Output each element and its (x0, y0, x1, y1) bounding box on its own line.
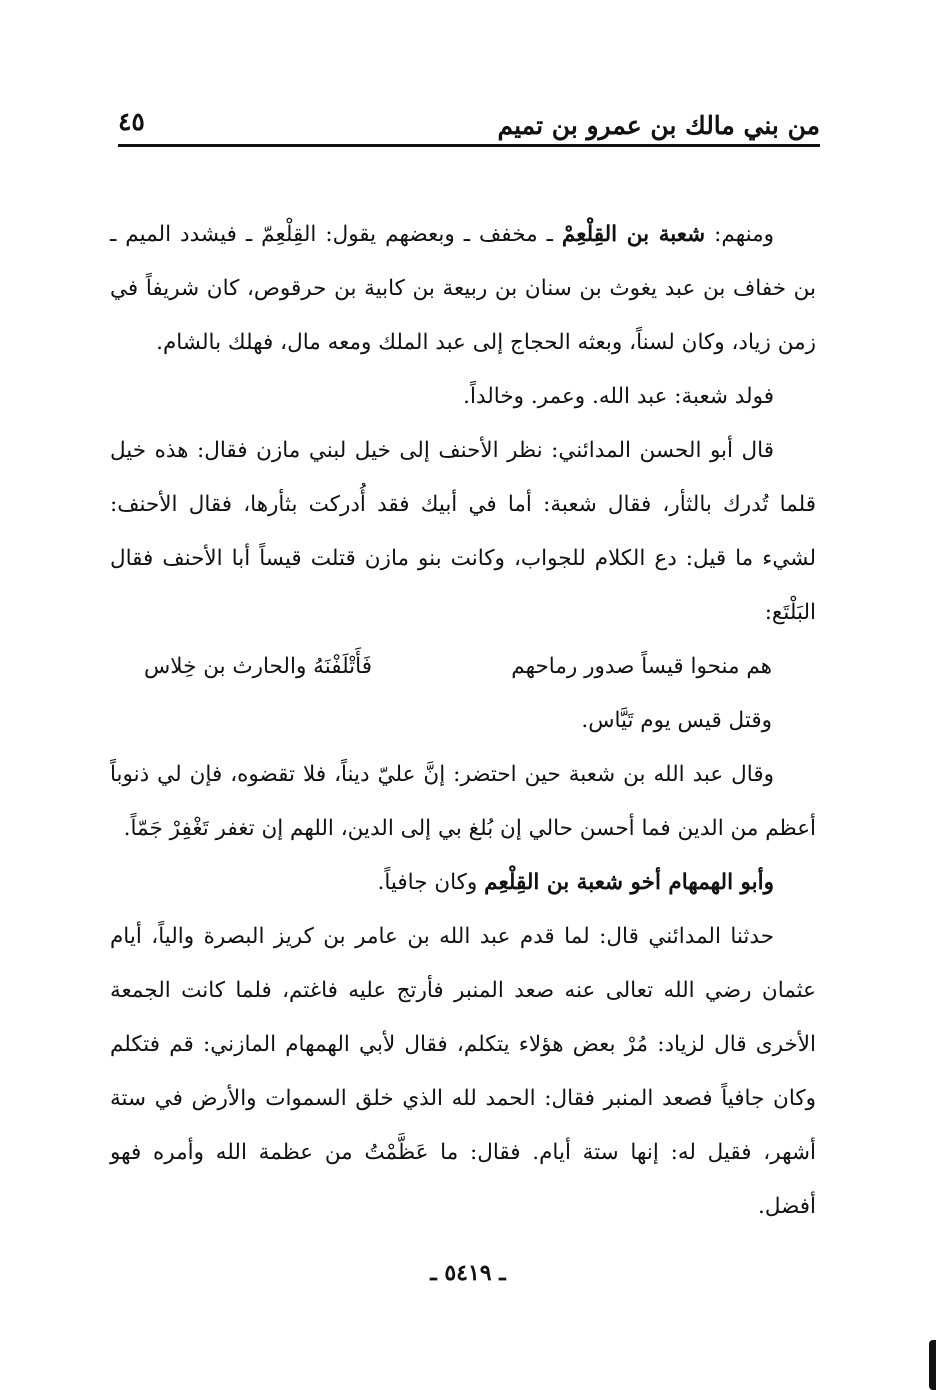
paragraph-4: وقال عبد الله بن شعبة حين احتضر: إنَّ عليّ ديناً، فلا تقضوه، فإن لي ذنوباً أعظم من الدين فما أحسن حالي إن بُلغ بي إلى الدين، اللهم إن تغفر تَغْفِرْ جَمّاً. (110, 762, 816, 841)
paragraph-2: فولد شعبة: عبد الله. وعمر. وخالداً. (463, 384, 774, 409)
paragraph-1-rest: ـ مخفف ـ وبعضهم يقول: القِلْعِمّ ـ فيشدد الميم ـ بن خفاف بن عبد يغوث بن سنان بن ربيعة بن كابية بن حرقوص، كان شريفاً في زمن زياد، وكان لسناً، وبعثه الحجاج إلى عبد الملك ومعه مال، فهلك بالشام. (110, 222, 816, 355)
verse-hemistich-1: هم منحوا قيساً صدور رماحهم (511, 654, 772, 679)
paragraph-1-lead: ومنهم: (714, 222, 774, 247)
paragraph-5 (110, 856, 816, 910)
paragraph-1-name: شعبة بن القِلْعِمْ (561, 222, 706, 247)
verse-hemistich-2: فَأَتْلَفْنَهُ والحارث بن خِلاس (144, 654, 372, 679)
paragraph-3: قال أبو الحسن المدائني: نظر الأحنف إلى خيل لبني مازن فقال: هذه خيل قلما تُدرك بالثأر، فقال شعبة: أما في أبيك فقد أُدركت بثأرها، فقال الأحنف: لشيء ما قيل: دع الكلام للجواب، وكانت بنو مازن قتلت قيساً أبا الأحنف فقال البَلْتَع: (110, 438, 816, 625)
page-header (118, 92, 820, 147)
running-title: من بني مالك بن عمرو بن تميم (497, 111, 820, 140)
body-text (110, 208, 816, 1234)
footer-page-number: ـ ٥٤١٩ ـ (430, 1260, 506, 1286)
paragraph-5-name: وأبو الهمهام أخو شعبة بن القِلْعِم (484, 870, 774, 895)
poem-verse (110, 640, 816, 748)
paragraph-6: حدثنا المدائني قال: لما قدم عبد الله بن عامر بن كريز البصرة والياً، أيام عثمان رضي الله تعالى عنه صعد المنبر فأرتج عليه فاغتم، فلما كانت الجمعة الأخرى قال لزياد: مُرْ بعض هؤلاء يتكلم، فقال لأبي الهمهام المازني: قم فتكلم وكان جافياً فصعد المنبر فقال: الحمد لله الذي خلق السموات والأرض في ستة أشهر، فقيل له: إنها ستة أيام. فقال: ما عَظَّمْتُ من عظمة الله وأمره فهو أفضل. (110, 924, 816, 1219)
scan-edge-mark (929, 1340, 936, 1390)
page-number: ٤٥ (118, 107, 145, 136)
verse-continuation: وقتل قيس يوم تَيَّاس. (581, 708, 772, 733)
paragraph-5-rest: وكان جافياً. (377, 870, 478, 895)
verse-line (144, 640, 772, 694)
paragraph-1 (110, 208, 816, 370)
